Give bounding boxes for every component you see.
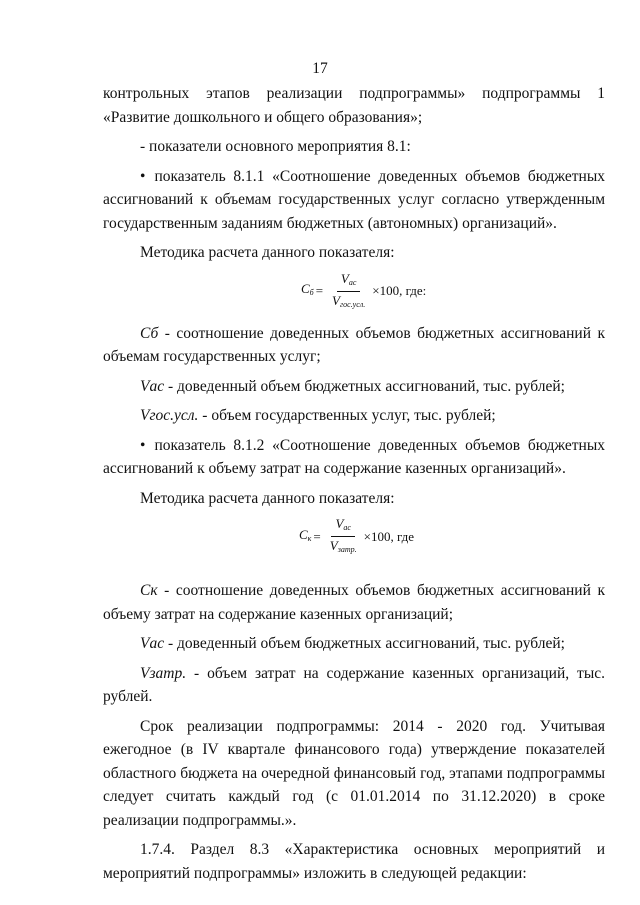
formula-2-num-sub: ac [343,523,351,532]
formula-1-numerator [337,271,361,292]
formula-2-den-sub: затр. [337,545,357,554]
formula-2-fraction [326,516,361,557]
paragraph-13: Срок реализации подпрограммы: 2014 - 2020 год. Учитывая ежегодное (в IV квартале финансового года) утверждение показателей областного бюджета на очередной финансовый год, этапами подпрограммы следует считать каждый год (с 01.01.2014 по 31.12.2020) в сроке реализации подпрограммы.». [103,717,605,829]
paragraph-3 [103,165,605,236]
paragraph-10-text: - соотношение доведенных объемов бюджетных ассигнований к объему затрат на содержание казенных организаций; [103,582,605,623]
page-number: 17 [312,60,328,77]
formula-1-lhs [301,277,314,305]
formula-1-lhs-letter: C [301,281,310,297]
paragraph-11-text: - доведенный объем бюджетных ассигнований, тыс. рублей; [164,635,565,652]
formula-1-lhs-sub: б [309,288,314,298]
paragraph-3-text: показатель 8.1.1 «Соотношение доведенных объемов бюджетных ассигнований к объемам государственных услуг согласно утвержденным государственным заданиям бюджетных (автономных) организаций». [103,167,605,232]
formula-2-lhs-letter: C [299,526,308,542]
paragraph-9: Методика расчета данного показателя: [140,489,395,507]
formula-1-num-letter: V [340,270,349,286]
formula-1-tail: ×100, где: [372,283,427,299]
paragraph-7-text: - объем государственных услуг, тыс. рублей; [198,407,496,424]
formula-2-tail: ×100, где [363,528,415,544]
bullet-icon: • [140,436,146,454]
formula-2-lhs-sub: к [307,533,312,543]
paragraph-6-text: - доведенный объем бюджетных ассигнований, тыс. рублей; [164,377,565,395]
paragraph-8-text: показатель 8.1.2 «Соотношение доведенных объемов бюджетных ассигнований к объему затрат на содержание казенных организаций». [103,436,605,477]
paragraph-8 [103,434,605,481]
paragraph-11 [103,632,605,656]
formula-1-den-letter: V [332,292,340,308]
formula-1-denominator [328,292,369,312]
paragraph-5 [103,322,605,369]
formula-2-numerator [331,516,355,537]
paragraph-12-text: - объем затрат на содержание казенных организаций, тыс. рублей. [103,664,605,705]
formula-1-den-sub: гос.усл. [340,299,366,309]
bullet-icon: • [140,167,146,185]
formula-2-equals: = [313,528,321,544]
formula-1-num-sub: ac [348,277,357,287]
formula-2-den-letter: V [329,538,338,553]
paragraph-6 [103,375,605,399]
symbol-vas-2: Vас [140,635,165,652]
paragraph-1: контрольных этапов реализации подпрограммы» подпрограммы 1 «Развитие дошкольного и общего образования»; [103,85,605,126]
paragraph-2: - показатели основного мероприятия 8.1: [140,138,411,155]
formula-1-fraction [328,271,369,312]
paragraph-4: Методика расчета данного показателя: [140,244,395,261]
paragraph-7 [103,404,605,428]
symbol-vzatr: Vзатр. [140,664,187,682]
formula-2 [103,516,605,557]
paragraph-10 [103,579,605,626]
paragraph-12 [103,662,605,709]
symbol-sk: Ск [140,582,158,599]
symbol-vas: Vас [140,377,165,395]
document-body [103,82,605,891]
formula-1-equals: = [315,283,324,299]
formula-1 [103,271,605,312]
formula-2-lhs [299,523,311,551]
paragraph-14: 1.7.4. Раздел 8.3 «Характеристика основных мероприятий и мероприятий подпрограммы» изложить в следующей редакции: [103,841,605,882]
formula-2-denominator [326,537,361,557]
paragraph-5-text: - соотношение доведенных объемов бюджетных ассигнований к объемам государственных услуг; [103,324,605,365]
symbol-sb: Сб [140,324,159,342]
formula-2-num-letter: V [335,516,344,531]
symbol-vgos: Vгос.усл. [140,407,199,424]
